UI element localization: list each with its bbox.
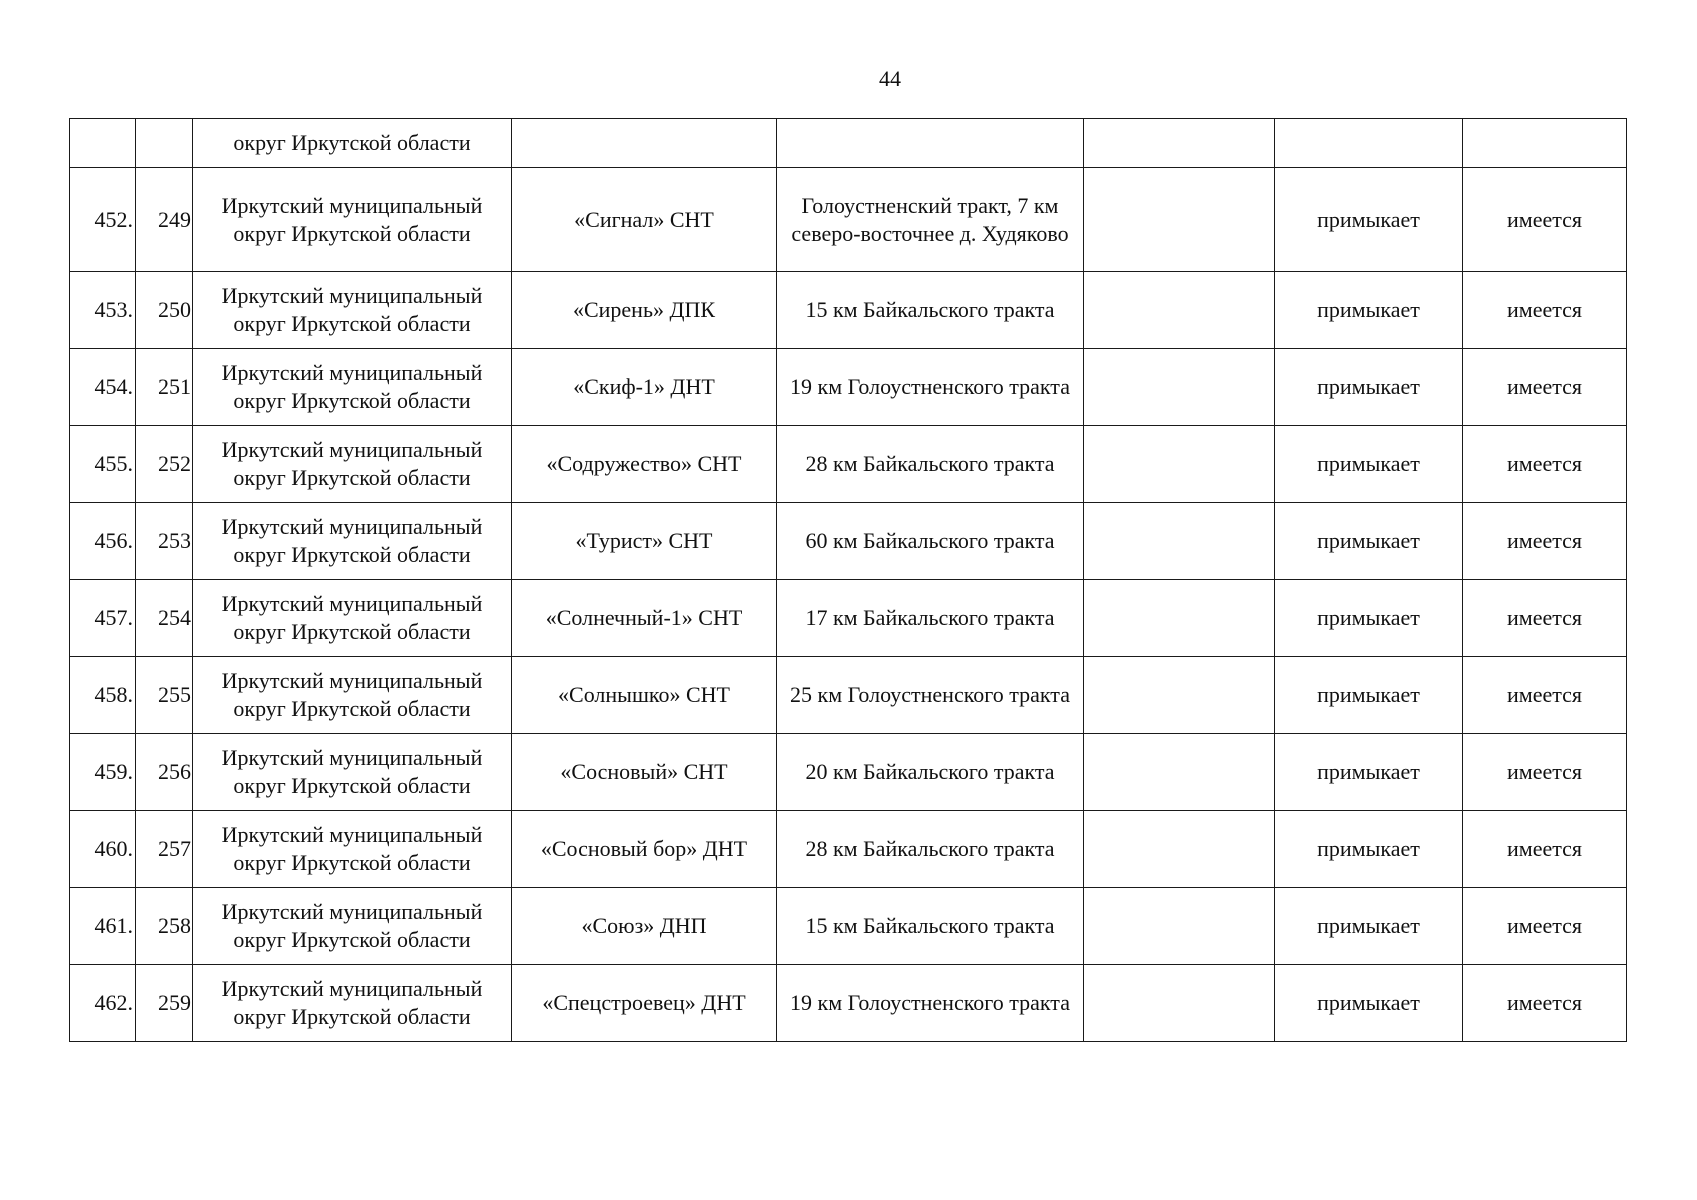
cell-name: «Сосновый» СНТ — [512, 734, 777, 811]
cell-adjacency — [1275, 119, 1463, 168]
table-row — [70, 426, 1627, 503]
cell-sub: 258 — [136, 888, 193, 965]
cell-district — [193, 580, 512, 657]
cell-district — [193, 503, 512, 580]
cell-extra — [1084, 580, 1275, 657]
cell-sub: 255 — [136, 657, 193, 734]
cell-num: 461. — [70, 888, 136, 965]
cell-name: «Солнышко» СНТ — [512, 657, 777, 734]
cell-district — [193, 811, 512, 888]
district-line-2: округ Иркутской области — [233, 465, 471, 490]
cell-location: 15 км Байкальского тракта — [777, 272, 1084, 349]
cell-adjacency: примыкает — [1275, 272, 1463, 349]
cell-name: «Спецстроевец» ДНТ — [512, 965, 777, 1042]
table-row — [70, 168, 1627, 272]
district-line-1: Иркутский муниципальный — [221, 668, 483, 693]
district-line-2: округ Иркутской области — [233, 1004, 471, 1029]
cell-availability: имеется — [1463, 888, 1627, 965]
district-line-1: Иркутский муниципальный — [221, 745, 483, 770]
cell-num: 459. — [70, 734, 136, 811]
cell-extra — [1084, 168, 1275, 272]
district-line-2: округ Иркутской области — [233, 696, 471, 721]
cell-district — [193, 426, 512, 503]
cell-district — [193, 657, 512, 734]
district-line-2: округ Иркутской области — [233, 850, 471, 875]
cell-name: «Сирень» ДПК — [512, 272, 777, 349]
cell-district — [193, 272, 512, 349]
cell-availability: имеется — [1463, 965, 1627, 1042]
cell-num: 455. — [70, 426, 136, 503]
cell-location: 19 км Голоустненского тракта — [777, 965, 1084, 1042]
cell-name: «Сосновый бор» ДНТ — [512, 811, 777, 888]
cell-num: 454. — [70, 349, 136, 426]
cell-district — [193, 734, 512, 811]
table-row — [70, 811, 1627, 888]
cell-adjacency: примыкает — [1275, 426, 1463, 503]
cell-adjacency: примыкает — [1275, 580, 1463, 657]
district-line-1: Иркутский муниципальный — [221, 899, 483, 924]
cell-sub — [136, 119, 193, 168]
cell-adjacency: примыкает — [1275, 888, 1463, 965]
district-line-1: Иркутский муниципальный — [221, 591, 483, 616]
table-body — [70, 119, 1627, 1042]
cell-adjacency: примыкает — [1275, 657, 1463, 734]
cell-location: 20 км Байкальского тракта — [777, 734, 1084, 811]
cell-adjacency: примыкает — [1275, 965, 1463, 1042]
cell-availability: имеется — [1463, 426, 1627, 503]
cell-availability: имеется — [1463, 657, 1627, 734]
register-table — [69, 118, 1627, 1042]
cell-availability: имеется — [1463, 168, 1627, 272]
cell-location: Голоустненский тракт, 7 км северо-восточнее д. Худяково — [777, 168, 1084, 272]
cell-sub: 256 — [136, 734, 193, 811]
district-line-2: округ Иркутской области — [233, 927, 471, 952]
cell-sub: 251 — [136, 349, 193, 426]
cell-num: 462. — [70, 965, 136, 1042]
district-line-1: Иркутский муниципальный — [221, 976, 483, 1001]
cell-name: «Союз» ДНП — [512, 888, 777, 965]
cell-district — [193, 965, 512, 1042]
page-number: 44 — [879, 66, 901, 91]
cell-availability: имеется — [1463, 580, 1627, 657]
cell-name: «Сигнал» СНТ — [512, 168, 777, 272]
cell-name — [512, 119, 777, 168]
cell-extra — [1084, 811, 1275, 888]
table-row — [70, 734, 1627, 811]
district-line-1: Иркутский муниципальный — [221, 514, 483, 539]
cell-location: 15 км Байкальского тракта — [777, 888, 1084, 965]
cell-location: 25 км Голоустненского тракта — [777, 657, 1084, 734]
cell-adjacency: примыкает — [1275, 811, 1463, 888]
cell-num: 460. — [70, 811, 136, 888]
cell-num: 452. — [70, 168, 136, 272]
cell-availability: имеется — [1463, 272, 1627, 349]
district-line-2: округ Иркутской области — [233, 619, 471, 644]
cell-name: «Содружество» СНТ — [512, 426, 777, 503]
cell-district — [193, 888, 512, 965]
cell-name: «Скиф-1» ДНТ — [512, 349, 777, 426]
district-line-2: округ Иркутской области — [233, 388, 471, 413]
table-row — [70, 503, 1627, 580]
table-row — [70, 349, 1627, 426]
cell-adjacency: примыкает — [1275, 503, 1463, 580]
cell-location: 17 км Байкальского тракта — [777, 580, 1084, 657]
cell-location — [777, 119, 1084, 168]
cell-adjacency: примыкает — [1275, 734, 1463, 811]
district-line-2: округ Иркутской области — [233, 311, 471, 336]
cell-availability: имеется — [1463, 503, 1627, 580]
table-row — [70, 272, 1627, 349]
cell-extra — [1084, 888, 1275, 965]
cell-extra — [1084, 503, 1275, 580]
cell-name: «Солнечный-1» СНТ — [512, 580, 777, 657]
cell-availability: имеется — [1463, 811, 1627, 888]
cell-num: 453. — [70, 272, 136, 349]
district-line-1: Иркутский муниципальный — [221, 437, 483, 462]
cell-location: 28 км Байкальского тракта — [777, 426, 1084, 503]
district-line-1: Иркутский муниципальный — [221, 192, 483, 218]
cell-extra — [1084, 734, 1275, 811]
table-row — [70, 965, 1627, 1042]
cell-sub: 252 — [136, 426, 193, 503]
district-line-2: округ Иркутской области — [233, 542, 471, 567]
cell-district: округ Иркутской области — [193, 119, 512, 168]
cell-extra — [1084, 349, 1275, 426]
cell-extra — [1084, 426, 1275, 503]
cell-sub: 257 — [136, 811, 193, 888]
cell-extra — [1084, 119, 1275, 168]
district-line-2: округ Иркутской области — [233, 220, 471, 246]
cell-name: «Турист» СНТ — [512, 503, 777, 580]
district-line-2: округ Иркутской области — [233, 773, 471, 798]
cell-location: 60 км Байкальского тракта — [777, 503, 1084, 580]
cell-location: 19 км Голоустненского тракта — [777, 349, 1084, 426]
cell-sub: 249 — [136, 168, 193, 272]
table-row — [70, 888, 1627, 965]
district-line-1: Иркутский муниципальный — [221, 283, 483, 308]
cell-district — [193, 168, 512, 272]
cell-adjacency: примыкает — [1275, 349, 1463, 426]
cell-num: 458. — [70, 657, 136, 734]
table-row — [70, 580, 1627, 657]
cell-extra — [1084, 272, 1275, 349]
cell-extra — [1084, 657, 1275, 734]
cell-adjacency: примыкает — [1275, 168, 1463, 272]
cell-num — [70, 119, 136, 168]
district-line-1: Иркутский муниципальный — [221, 360, 483, 385]
table-row — [70, 657, 1627, 734]
cell-extra — [1084, 965, 1275, 1042]
cell-availability: имеется — [1463, 734, 1627, 811]
cell-sub: 259 — [136, 965, 193, 1042]
cell-num: 457. — [70, 580, 136, 657]
cell-sub: 253 — [136, 503, 193, 580]
cell-location: 28 км Байкальского тракта — [777, 811, 1084, 888]
cell-district — [193, 349, 512, 426]
cell-availability: имеется — [1463, 349, 1627, 426]
district-line-1: Иркутский муниципальный — [221, 822, 483, 847]
table-row-continuation — [70, 119, 1627, 168]
cell-sub: 254 — [136, 580, 193, 657]
cell-num: 456. — [70, 503, 136, 580]
cell-availability — [1463, 119, 1627, 168]
cell-sub: 250 — [136, 272, 193, 349]
